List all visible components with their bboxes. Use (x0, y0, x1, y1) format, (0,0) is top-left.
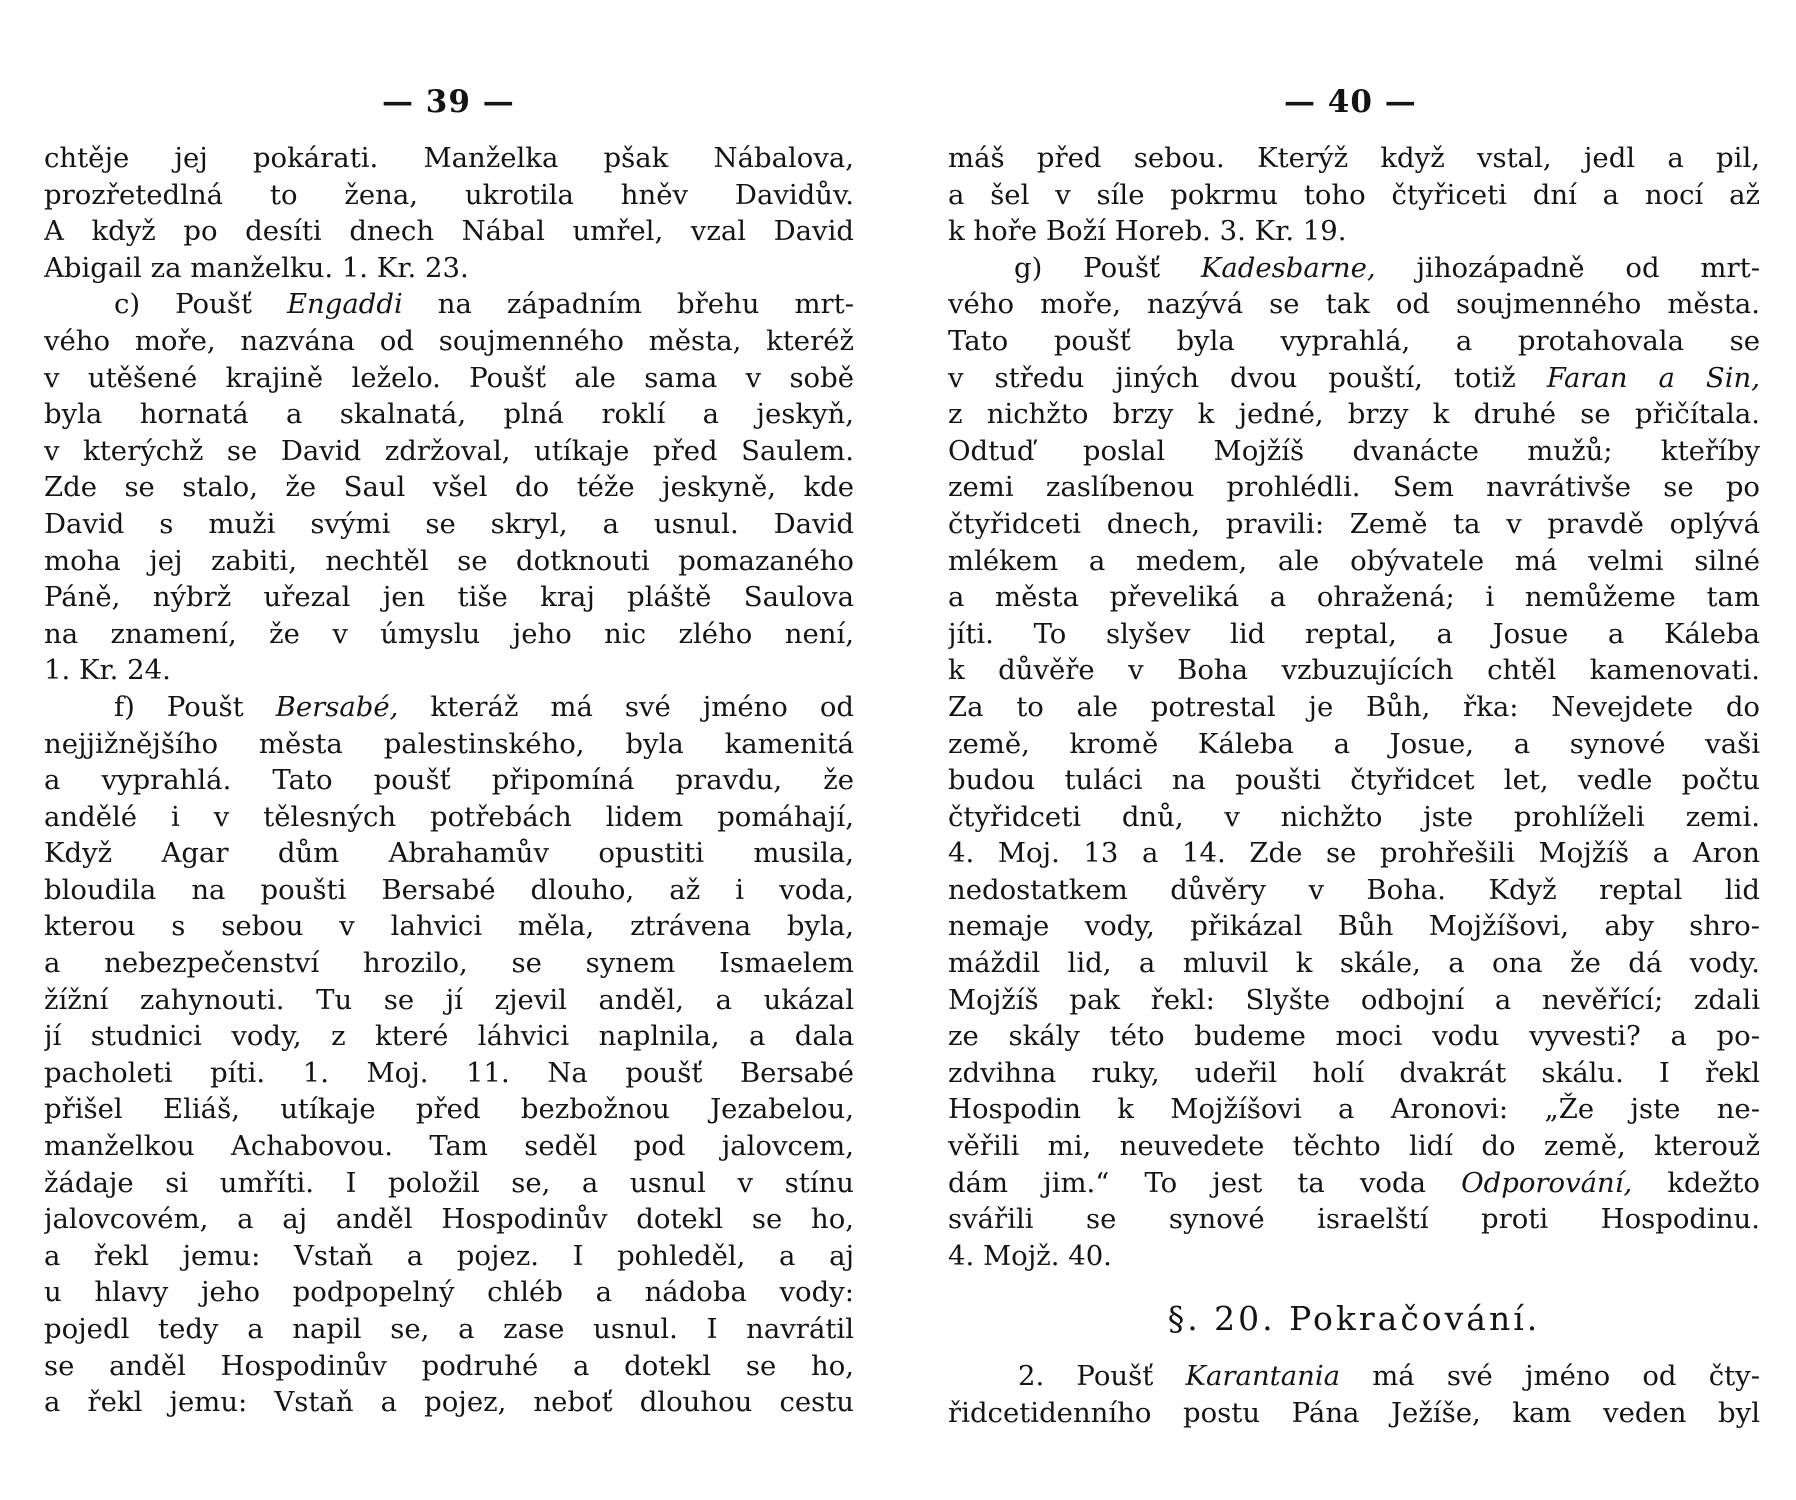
text-line: chtěje jej pokárati. Manželka pšak Nábalova, (44, 142, 854, 174)
text-line: nemaje vody, přikázal Bůh Mojžíšovi, aby shro- (948, 910, 1760, 943)
text-line: žížní zahynouti. Tu se jí zjevil anděl, a ukázal (44, 983, 854, 1016)
text-line: 4. Mojž. 40. (948, 1239, 1112, 1272)
text-line: g) Poušť Kadesbarne, jihozápadně od mrt- (1014, 251, 1760, 284)
text-line: svářili se synové israelští proti Hospodinu. (948, 1203, 1760, 1236)
text-line: v kterýchž se David zdržoval, utíkaje před Saulem. (44, 434, 854, 467)
text-line: vého moře, nazývá se tak od soujmenného města. (948, 288, 1760, 321)
text-line: a města převeliká a ohražená; i nemůžeme tam (948, 581, 1760, 614)
text-line: 1. Kr. 24. (44, 654, 171, 687)
text-line: vého moře, nazvána od soujmenného města, kteréž (44, 324, 854, 357)
text-line: budou tuláci na poušti čtyřidcet let, vedle počtu (948, 764, 1760, 797)
text-line: máždil lid, a mluvil k skále, a ona že dá vody. (948, 947, 1760, 980)
text-line: Tato poušť byla vyprahlá, a protahovala se (948, 324, 1760, 357)
text-line: k důvěře v Boha vzbuzujících chtěl kamenovati. (948, 654, 1760, 687)
page-number-left: — 39 — (382, 84, 515, 120)
text-line: 4. Moj. 13 a 14. Zde se prohřešili Mojžíš a Aron (948, 837, 1760, 870)
text-line: byla hornatá a skalnatá, plná roklí a jeskyň, (44, 398, 854, 431)
text-line: z nichžto brzy k jedné, brzy k druhé se přičítala. (948, 398, 1760, 431)
text-line: f) Poušt Bersabé, kteráž má své jméno od (114, 690, 854, 723)
text-line: kterou s sebou v lahvici měla, ztrávena byla, (44, 910, 854, 943)
text-line: dám jim.“ To jest ta voda Odporování, kdežto (948, 1166, 1760, 1199)
text-line: a řekl jemu: Vstaň a pojez, neboť dlouhou cestu (44, 1386, 854, 1419)
text-line: David s muži svými se skryl, a usnul. David (44, 507, 854, 540)
text-line: země, kromě Káleba a Josue, a synové vaši (948, 727, 1760, 760)
text-line: Zde se stalo, že Saul všel do téže jeskyně, kde (44, 471, 854, 504)
text-line: A když po desíti dnech Nábal umřel, vzal David (44, 215, 854, 248)
text-line: jalovcovém, a aj anděl Hospodinův dotekl se ho, (44, 1203, 854, 1236)
section-heading: §. 20. Pokračování. (1167, 1299, 1541, 1339)
text-line: čtyřidceti dnech, pravili: Země ta v pravdě oplývá (948, 507, 1760, 540)
text-line: nedostatkem důvěry v Boha. Když reptal lid (948, 873, 1760, 906)
text-line: zemi zaslíbenou prohlédli. Sem navrátivše se po (948, 471, 1760, 504)
left-page-text (44, 140, 854, 1421)
text-line: jíti. To slyšev lid reptal, a Josue a Káleba (948, 617, 1760, 650)
text-line: pacholeti píti. 1. Moj. 11. Na poušť Bersabé (44, 1056, 854, 1089)
text-line: 2. Poušť Karantania má své jméno od čty- (1018, 1360, 1760, 1393)
right-page-text (948, 140, 1760, 1274)
text-line: Když Agar dům Abrahamův opustiti musila, (44, 837, 854, 870)
text-line: a šel v síle pokrmu toho čtyřiceti dní a nocí až (948, 178, 1760, 211)
text-line: ze skály této budeme moci vodu vyvesti? a po- (948, 1020, 1760, 1053)
text-line: c) Poušť Engaddi na západním břehu mrt- (114, 288, 854, 321)
text-line: k hoře Boží Horeb. 3. Kr. 19. (948, 215, 1347, 248)
text-line: Hospodin k Mojžíšovi a Aronovi: „Že jste ne- (948, 1093, 1760, 1126)
text-line: Abigail za manželku. 1. Kr. 23. (44, 251, 469, 284)
text-line: se anděl Hospodinův podruhé a dotekl se ho, (44, 1349, 854, 1382)
text-line: zdvihna ruky, udeřil holí dvakrát skálu. I řekl (948, 1056, 1760, 1089)
right-page-text-continued (948, 1358, 1760, 1431)
text-line: v utěšené krajině leželo. Poušť ale sama v sobě (44, 361, 854, 394)
text-line: na znamení, že v úmyslu jeho nic zlého není, (44, 617, 854, 650)
text-line: Odtuď poslal Mojžíš dvanácte mužů; kteříby (948, 434, 1760, 467)
text-line: u hlavy jeho podpopelný chléb a nádoba vody: (44, 1276, 854, 1309)
text-line: bloudila na poušti Bersabé dlouho, až i voda, (44, 873, 854, 906)
text-line: Páně, nýbrž uřezal jen tiše kraj pláště Saulova (44, 581, 854, 614)
text-line: v středu jiných dvou pouští, totiž Faran a Sin, (948, 361, 1760, 394)
text-line: moha jej zabiti, nechtěl se dotknouti pomazaného (44, 544, 854, 577)
text-line: nejjižnějšího města palestinského, byla kamenitá (44, 727, 854, 760)
text-line: a nebezpečenství hrozilo, se synem Ismaelem (44, 947, 854, 980)
text-line: máš před sebou. Kterýž když vstal, jedl a pil, (948, 142, 1760, 174)
text-line: a řekl jemu: Vstaň a pojez. I pohleděl, a aj (44, 1239, 854, 1272)
right-page (948, 82, 1760, 1432)
text-line: jí studnici vody, z které láhvici naplnila, a dala (44, 1020, 854, 1053)
text-line: a vyprahlá. Tato poušť připomíná pravdu, že (44, 764, 854, 797)
text-line: čtyřidceti dnů, v nichžto jste prohlíželi zemi. (948, 800, 1760, 833)
text-line: andělé i v tělesných potřebách lidem pomáhají, (44, 800, 854, 833)
left-page (44, 82, 854, 1421)
text-line: manželkou Achabovou. Tam seděl pod jalovcem, (44, 1130, 854, 1163)
text-line: žádaje si umříti. I položil se, a usnul v stínu (44, 1166, 854, 1199)
text-line: přišel Eliáš, utíkaje před bezbožnou Jezabelou, (44, 1093, 854, 1126)
text-line: pojedl tedy a napil se, a zase usnul. I navrátil (44, 1313, 854, 1345)
text-line: prozřetedlná to žena, ukrotila hněv Davidův. (44, 178, 854, 211)
text-line: řidcetidenního postu Pána Ježíše, kam veden byl (948, 1397, 1760, 1429)
text-line: věřili mi, neuvedete těchto lidí do země, kterouž (948, 1130, 1760, 1163)
page-number-right: — 40 — (1284, 84, 1417, 120)
text-line: mlékem a medem, ale obývatele má velmi silné (948, 544, 1760, 577)
text-line: Mojžíš pak řekl: Slyšte odbojní a nevěřící; zdali (948, 983, 1760, 1016)
text-line: Za to ale potrestal je Bůh, řka: Nevejdete do (948, 690, 1760, 723)
